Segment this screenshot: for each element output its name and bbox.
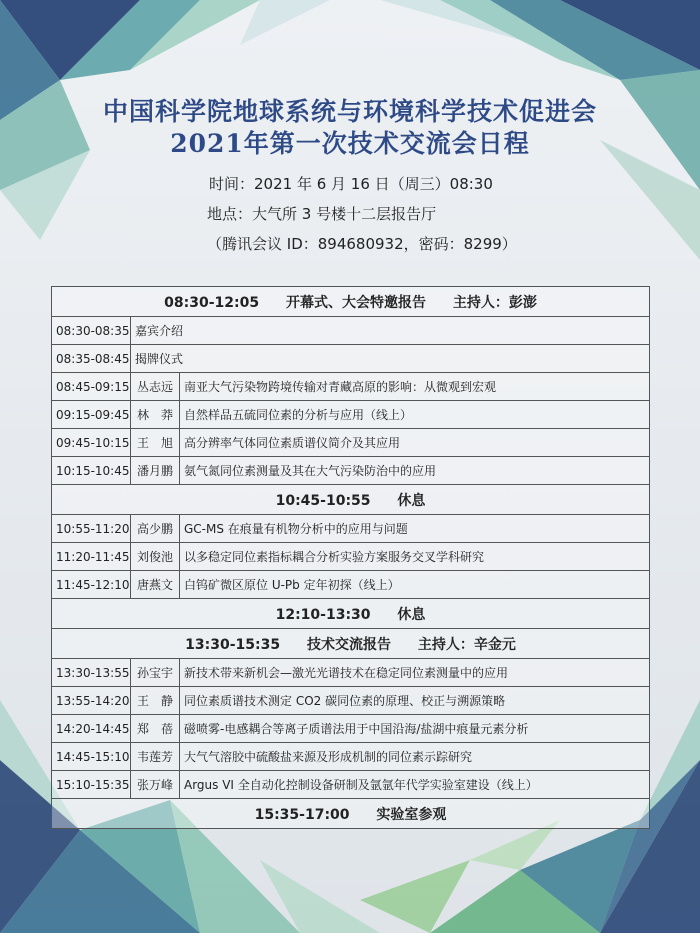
row-topic: 自然样品五硫同位素的分析与应用（线上） [180,401,650,429]
row-topic: 南亚大气污染物跨境传输对青藏高原的影响：从微观到宏观 [180,373,650,401]
table-row [52,345,650,373]
row-topic: 揭牌仪式 [131,345,650,373]
row-speaker: 王 静 [131,687,180,715]
row-time: 14:45-15:10 [52,743,131,771]
meeting-id: （腾讯会议 ID：894680932，密码：8299） [207,235,517,253]
row-time: 13:30-13:55 [52,659,131,687]
row-speaker: 丛志远 [131,373,180,401]
row-speaker: 潘月鹏 [131,457,180,485]
row-time: 08:45-09:15 [52,373,131,401]
table-row [52,659,650,687]
table-row [52,543,650,571]
section-title: 休息 [397,492,426,509]
row-time: 14:20-14:45 [52,715,131,743]
row-time: 10:55-11:20 [52,515,131,543]
section-header [52,287,650,317]
row-time: 15:10-15:35 [52,771,131,799]
table-row [52,743,650,771]
table-row [52,317,650,345]
row-speaker: 高少鹏 [131,515,180,543]
page-subtitle: 2021年第一次技术交流会日程 [170,129,530,158]
row-topic: 嘉宾介绍 [131,317,650,345]
meeting-place: 地点：大气所 3 号楼十二层报告厅 [207,205,437,223]
section-host: 主持人：辛金元 [417,636,516,653]
row-topic: 大气气溶胶中硫酸盐来源及形成机制的同位素示踪研究 [180,743,650,771]
row-topic: 白钨矿微区原位 U-Pb 定年初探（线上） [180,571,650,599]
section-title: 休息 [397,606,426,623]
row-topic: 高分辨率气体同位素质谱仪简介及其应用 [180,429,650,457]
row-speaker: 唐燕文 [131,571,180,599]
row-time: 11:45-12:10 [52,571,131,599]
section-time: 10:45-10:55 [275,492,371,509]
section-header [52,799,650,829]
row-time: 09:45-10:15 [52,429,131,457]
row-speaker: 韦莲芳 [131,743,180,771]
row-speaker: 张万峰 [131,771,180,799]
row-time: 10:15-10:45 [52,457,131,485]
row-topic: Argus VI 全自动化控制设备研制及氩氩年代学实验室建设（线上） [180,771,650,799]
table-row [52,429,650,457]
row-speaker: 郑 蓓 [131,715,180,743]
section-title: 技术交流报告 [306,636,391,653]
table-row [52,571,650,599]
section-time: 08:30-12:05 [164,294,260,311]
section-time: 13:30-15:35 [185,636,281,653]
row-speaker: 王 旭 [131,429,180,457]
row-topic: 磁喷雾-电感耦合等离子质谱法用于中国沿海/盐湖中痕量元素分析 [180,715,650,743]
table-row [52,515,650,543]
table-row [52,771,650,799]
row-time: 08:35-08:45 [52,345,131,373]
page-title: 中国科学院地球系统与环境科学技术促进会 [102,97,597,126]
table-row [52,715,650,743]
row-speaker: 刘俊池 [131,543,180,571]
table-row [52,373,650,401]
section-time: 15:35-17:00 [254,806,350,823]
row-speaker: 孙宝宇 [131,659,180,687]
section-title: 实验室参观 [376,806,447,823]
row-topic: 新技术带来新机会—激光光谱技术在稳定同位素测量中的应用 [180,659,650,687]
table-row [52,401,650,429]
section-header [52,599,650,629]
row-topic: 以多稳定同位素指标耦合分析实验方案服务交叉学科研究 [180,543,650,571]
row-topic: 同位素质谱技术测定 CO2 碳同位素的原理、校正与溯源策略 [180,687,650,715]
section-header [52,629,650,659]
row-time: 11:20-11:45 [52,543,131,571]
row-speaker: 林 莽 [131,401,180,429]
section-time: 12:10-13:30 [275,606,371,623]
row-topic: 氨气氮同位素测量及其在大气污染防治中的应用 [180,457,650,485]
meeting-time: 时间：2021 年 6 月 16 日（周三）08:30 [209,175,493,193]
section-host: 主持人：彭澎 [452,294,537,311]
row-time: 09:15-09:45 [52,401,131,429]
section-header [52,485,650,515]
schedule-table [51,286,650,829]
row-topic: GC-MS 在痕量有机物分析中的应用与问题 [180,515,650,543]
row-time: 13:55-14:20 [52,687,131,715]
table-row [52,457,650,485]
section-title: 开幕式、大会特邀报告 [285,294,426,311]
row-time: 08:30-08:35 [52,317,131,345]
table-row [52,687,650,715]
